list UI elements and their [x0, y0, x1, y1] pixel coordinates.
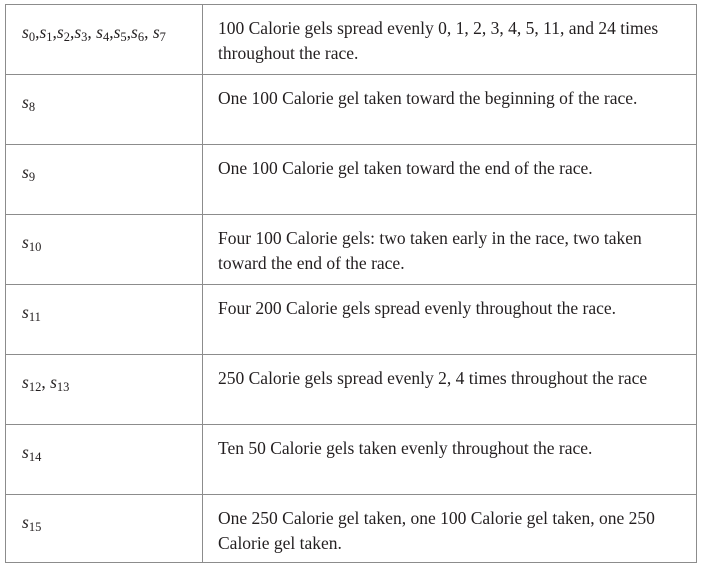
strategy-symbols: [6, 215, 203, 285]
symbol-separator: ,: [41, 372, 51, 392]
strategy-symbols: [6, 5, 203, 75]
strategy-symbol: $s_7$: [152, 22, 166, 44]
strategy-description: 100 Calorie gels spread evenly 0, 1, 2, 3, 4, 5, 11, and 24 times throughout the race.: [203, 5, 697, 75]
strategy-description: Four 100 Calorie gels: two taken early in the race, two taken toward the end of the race.: [203, 215, 697, 285]
strategy-description: One 100 Calorie gel taken toward the end of the race.: [203, 145, 697, 215]
table-row: [6, 285, 697, 355]
table-row: [6, 215, 697, 285]
strategy-symbol: $s_{14}$: [22, 442, 42, 464]
strategy-symbol: $s_{10}$: [22, 232, 42, 254]
strategy-symbols: [6, 495, 203, 563]
strategy-symbol: $s_5$: [113, 22, 127, 44]
strategy-table: [5, 4, 697, 563]
symbol-separator: ,: [69, 22, 75, 42]
strategy-symbol: $s_{11}$: [22, 302, 41, 324]
strategy-description: Ten 50 Calorie gels taken evenly throughout the race.: [203, 425, 697, 495]
strategy-symbols: [6, 75, 203, 145]
strategy-symbols: [6, 285, 203, 355]
table-row: [6, 425, 697, 495]
symbol-separator: ,: [35, 22, 40, 42]
table-row: [6, 145, 697, 215]
symbol-separator: ,: [87, 22, 97, 42]
table-row: [6, 75, 697, 145]
strategy-symbol: $s_2$: [56, 22, 70, 44]
table-row: [6, 355, 697, 425]
symbol-separator: ,: [52, 22, 57, 42]
strategy-symbol: $s_8$: [22, 92, 36, 114]
table-row: [6, 495, 697, 563]
strategy-symbol: $s_4$: [96, 22, 110, 44]
strategy-symbol: $s_{15}$: [22, 512, 42, 534]
strategy-description: One 250 Calorie gel taken, one 100 Calorie gel taken, one 250 Calorie gel taken.: [203, 495, 697, 563]
strategy-description: Four 200 Calorie gels spread evenly throughout the race.: [203, 285, 697, 355]
strategy-symbol: $s_{13}$: [50, 372, 70, 394]
strategy-symbol: $s_{12}$: [22, 372, 42, 394]
strategy-symbol: $s_3$: [74, 22, 88, 44]
strategy-symbols: [6, 425, 203, 495]
strategy-description: 250 Calorie gels spread evenly 2, 4 times throughout the race: [203, 355, 697, 425]
strategy-symbol: $s_9$: [22, 162, 36, 184]
strategy-symbols: [6, 145, 203, 215]
symbol-separator: ,: [126, 22, 131, 42]
strategy-description: One 100 Calorie gel taken toward the beginning of the race.: [203, 75, 697, 145]
symbol-separator: ,: [144, 22, 153, 42]
strategy-symbols: [6, 355, 203, 425]
symbol-separator: ,: [109, 22, 114, 42]
strategy-symbol: $s_6$: [131, 22, 145, 44]
strategy-symbol: $s_1$: [39, 22, 53, 44]
strategy-symbol: $s_0$: [22, 22, 36, 44]
table-row: [6, 5, 697, 75]
